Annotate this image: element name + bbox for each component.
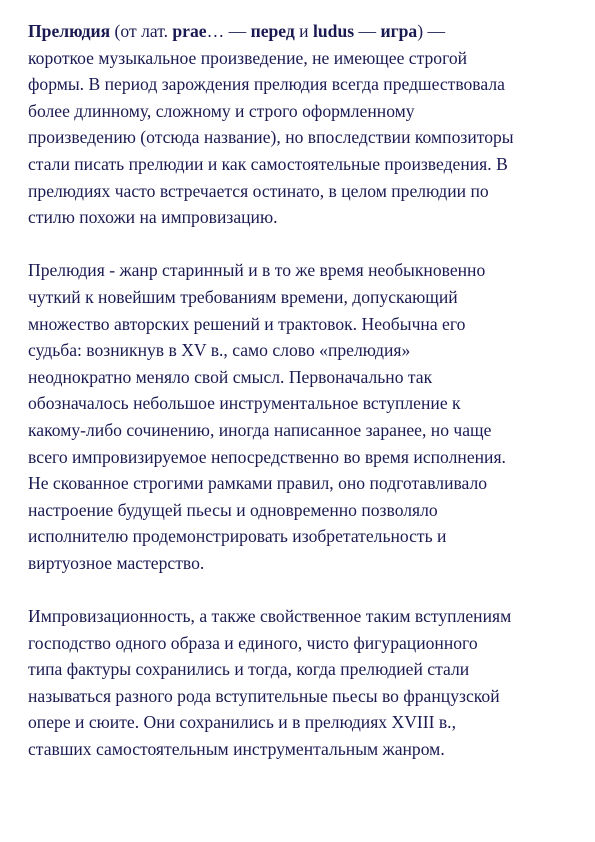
paragraph-2 — [28, 257, 576, 576]
paragraph-line — [28, 18, 576, 45]
paragraph-line: короткое музыкальное произведение, не имеющее строгой — [28, 47, 468, 68]
paragraph-1 — [28, 18, 576, 231]
paragraph-line: обозначалось небольшое инструментальное вступление к — [28, 393, 461, 414]
paragraph-line: исполнителю продемонстрировать изобретательность и — [28, 526, 447, 547]
paragraph-line: всего импровизируемое непосредственно во время исполнения. — [28, 446, 506, 467]
paragraph-line: настроение будущей пьесы и одновременно позволяло — [28, 499, 438, 520]
intro-text: — — [354, 21, 381, 41]
translation-word: игра — [380, 21, 418, 41]
paragraph-line: стали писать прелюдии и как самостоятельные произведения. В — [28, 153, 508, 174]
latin-word: ludus — [313, 21, 355, 41]
paragraph-line: более длинному, сложному и строго оформленному — [28, 100, 415, 121]
term-title: Прелюдия — [28, 21, 111, 41]
paragraph-line: прелюдиях часто встречается остинато, в целом прелюдии по — [28, 180, 489, 201]
paragraph-line: судьба: возникнув в XV в., само слово «прелюдия» — [28, 340, 411, 361]
paragraph-line: формы. В период зарождения прелюдия всегда предшествовала — [28, 74, 505, 95]
paragraph-line: стилю похожи на импровизацию. — [28, 207, 278, 228]
paragraph-line: опере и сюите. Они сохранились и в прелюдиях XVIII в., — [28, 712, 456, 733]
paragraph-line: неоднократно меняло свой смысл. Первоначально так — [28, 366, 433, 387]
intro-text: … — — [206, 21, 251, 41]
latin-word: prae — [172, 21, 207, 41]
intro-text: и — [294, 21, 313, 41]
intro-text: (от лат. — [110, 21, 173, 41]
paragraph-line: множество авторских решений и трактовок. Необычна его — [28, 313, 466, 334]
paragraph-line: Прелюдия - жанр старинный и в то же время необыкновенно — [28, 260, 486, 281]
paragraph-line: чуткий к новейшим требованиям времени, допускающий — [28, 286, 458, 307]
paragraph-line: ставших самостоятельным инструментальным жанром. — [28, 739, 445, 760]
intro-text: ) — — [417, 21, 446, 41]
document-page — [28, 18, 576, 789]
translation-word: перед — [250, 21, 295, 41]
paragraph-line: произведению (отсюда название), но впоследствии композиторы — [28, 127, 514, 148]
paragraph-3 — [28, 603, 576, 763]
paragraph-line: Не скованное строгими рамками правил, оно подготавливало — [28, 473, 488, 494]
paragraph-line: какому-либо сочинению, иногда написанное заранее, но чаще — [28, 419, 492, 440]
paragraph-line: типа фактуры сохранились и тогда, когда прелюдией стали — [28, 659, 470, 680]
paragraph-line: господство одного образа и единого, чисто фигурационного — [28, 632, 478, 653]
paragraph-line: Импровизационность, а также свойственное таким вступлениям — [28, 606, 512, 627]
paragraph-line: виртуозное мастерство. — [28, 552, 205, 573]
paragraph-line: называться разного рода вступительные пьесы во французской — [28, 685, 500, 706]
